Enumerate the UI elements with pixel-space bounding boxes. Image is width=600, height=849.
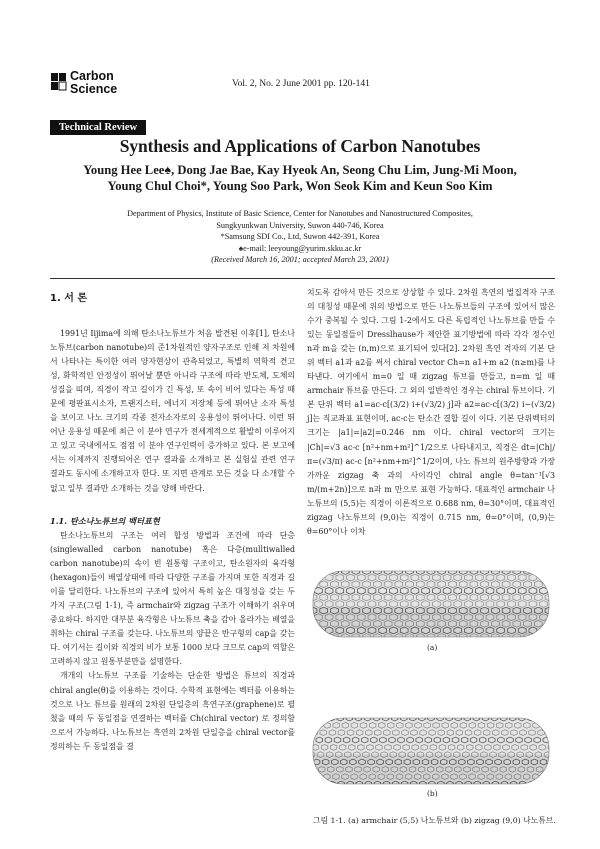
authors-line-2: Young Chul Choi*, Young Soo Park, Won Seok Kim and Keun Soo Kim [107,178,493,193]
right-column-paragraph: 치도록 감아서 만든 것으로 상상할 수 있다. 2차원 흑연의 벌집격자 구조의 대칭성 때문에 위의 방법으로 만든 나노튜브들의 구조에 있어서 많은 수가 중복될 수 있다. 그림 1-2에서도 다른 독립적인 나노튜브를 만들 수 있는 동일점들이 Dresslhause가 제안한 표기방법에 따라 각각 정수인 n과 m을 갖는 (n,m)으로 표기되어 있다[2]. 2차원 흑연 격자의 기본 단위 벡터 a1과 a2를 써서 chiral vector Ch=n a1+m a2 (n≥m)를 나타낸다. 여기에서 m=0 일 때 zigzag 튜브를 만들고, n=m 일 때 armchair 튜브를 만든다. 그 외의 일반적인 경우는 chiral 튜브이다. 기본 단위 벡터 a1=ac-c[(3/2) i+(√3/2) j]과 a2=ac-c[(3/2) i−(√3/2) j]는 직교좌표 표현이며, ac-c는 탄소간 결합 길이 이다. 기본 단위벡터의 크기는 |a1|=|a2|=0.246 nm 이다. chiral vector의 크기는 |Ch|=√3 ac-c [n²+nm+m²]^1/2으로 나타내지고, 직경은 dt=|Ch|/π=(√3/π) ac-c [n²+nm+m²]^1/2이며, 나노 튜브의 원주방향과 가장 가까운 zigzag 축 과의 사이각인 chiral angle θ=tan⁻¹[√3 m/(m+2n)]으로 n과 m 만으로 표현 가능하다. 대표적인 armchair 나노튜브의 (5,5)는 직경이 이론적으로 0.688 nm, θ=30°이며, 대표적인 zigzag 나노튜브의 (9,0)는 직경이 0.715 nm, θ=0°이며, (0,9)는 θ=60°이나 이차 [307,288,555,536]
zigzag-nanotube-drawing [307,715,555,787]
subsection-heading: 1.1. 탄소나노튜브의 백터표현 [50,516,160,526]
author-list [40,163,560,194]
body-paragraph-1: 탄소나노튜브의 구조는 여러 합성 방법과 조건에 따라 단층(singlewalled carbon nanotube) 혹은 다층(mulltiwalled carbon nanotube)의 속이 빈 원통형 구조이고, 탄소원자의 육각형(hexagon)들이 배열상태에 따라 다양한 구조를 가지며 또한 직경과 길이를 달리한다. 나노튜브의 구조에 있어서 특히 높은 대칭성을 갖는 두 가지 구조(그림 1-1), 즉 armchair와 zigzag 구조가 이해하기 쉬우며 중요하다. 하지만 대부분 육각형은 나노튜브 축을 감아 올라가는 배열을 취하는 chiral 구조를 갖는다. 나노튜브의 양끝은 반구형의 cap을 갖는다. 여기서는 길이와 직경의 비가 보통 1000 보다 크므로 cap의 역할은 고려하지 않고 원통부분만을 설명한다. [50,531,295,667]
intro-text [50,327,295,496]
logo-line-2: Science [70,82,118,96]
affiliation-line-2: Sungkyunkwan University, Suwon 440-746, Korea [216,220,384,230]
affiliations [40,208,560,266]
email-line: ♠e-mail: leeyoung@yurim.skku.ac.kr [238,243,362,253]
intro-paragraph: 1991년 Iijima에 의해 탄소나노튜브가 처음 발견된 이후[1], 탄소나노튜브(carbon nanotube)의 준1차원적인 양자구조로 인해 저 차원에서 나타나는 특이한 여러 양자현상이 관측되었고, 특별히 역학적 견고성, 화학적인 안정성이 뛰어날 뿐만 아니라 구조에 따라 반도체, 도체의 성질을 띠며, 직경이 작고 길이가 긴 특성, 또 속이 비어 있다는 특성 때문에 평판표시소자, 트랜지스터, 에너지 저장체 등에 뛰어난 소자 특성을 보이고 나노 크기의 각종 전자소자로의 응용성이 뛰어나다. 이런 뛰어난 응용성 때문에 최근 이 분야 연구가 전세계적으로 활발히 이루어지고 있고 국내에서도 점점 이 분야 연구인력이 증가하고 있다. 본 보고에서는 이제까지 진행되어온 연구 결과를 소개하고 본 실험실 관련 연구 결과도 동시에 소개하고자 한다. 또 지면 관계로 모든 것을 다 소개할 수 없고 일부 결과만 소개하는 것을 양해 바란다. [50,329,295,493]
received-dates: (Received March 16, 2001; accepted March 23, 2001) [211,255,389,264]
authors-line-1: Young Hee Lee♠, Dong Jae Bae, Kay Hyeok An, Seong Chu Lim, Jung-Mi Moon, [83,163,517,177]
subsection-text [50,529,295,754]
armchair-nanotube-drawing [307,568,555,641]
affiliation-line-3: *Samsung SDI Co., Ltd, Suwon 442-391, Korea [220,232,380,241]
section-tag: Technical Review [50,120,146,135]
figure-label-a: (a) [427,643,438,652]
right-column-text [307,286,555,539]
nanotube-figure [307,563,555,808]
body-paragraph-2: 개개의 나노튜브 구조를 기술하는 단순한 방법은 튜브의 직경과 chiral angle(θ)을 이용하는 것이다. 수학적 표현에는 벡터를 이용하는 것으로 나노 튜브를 원래의 2차원 단일층의 흑연구조(graphene)로 펼쳤을 때의 두 동일점을 연결하는 벡터를 Ch(chiral vector) 로 정의함으로서 가능하다. 나노튜브는 흑연의 2차원 단일층을 chiral vector를 정의하는 두 동일점을 결 [50,671,295,751]
carbon-logo-icon [51,73,67,91]
header-divider [50,278,555,279]
section-heading: 1. 서 론 [50,293,88,304]
logo-line-1: Carbon [70,69,114,83]
affiliation-line-1: Department of Physics, Institute of Basic Science, Center for Nanotubes and Nanostructured Composites, [127,209,473,218]
journal-reference: Vol. 2, No. 2 June 2001 pp. 120-141 [232,79,370,89]
figure-label-b: (b) [427,789,438,798]
figure-caption: 그림 1-1. (a) armchair (5,5) 나노튜브와 (b) zigzag (9,0) 나노튜브. [313,816,556,825]
journal-logo [51,70,161,100]
article-title: Synthesis and Applications of Carbon Nanotubes [119,136,481,156]
